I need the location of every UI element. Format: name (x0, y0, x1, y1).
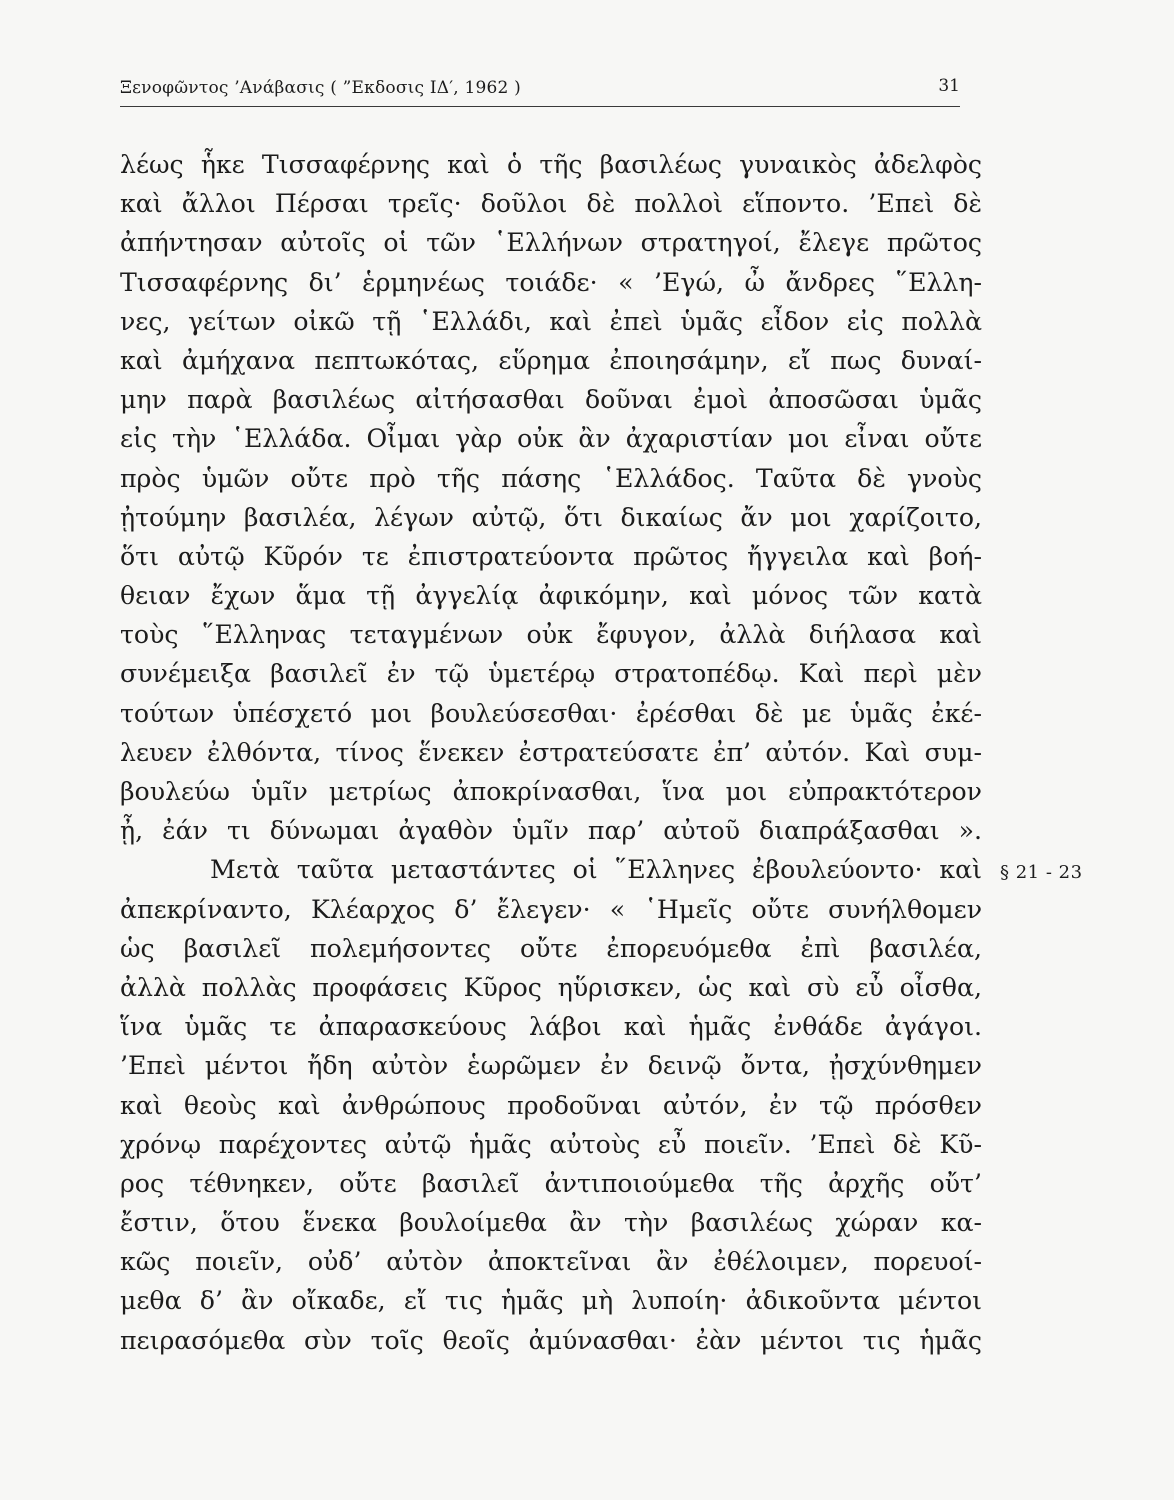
text-line: ᾐτούμην βασιλέα, λέγων αὐτῷ, ὅτι δικαίως ἄν μοι χαρίζοιτο, (120, 502, 982, 532)
text-line: τούτων ὑπέσχετό μοι βουλεύσεσθαι· ἐρέσθαι δὲ με ὑμᾶς ἐκέ- (120, 698, 982, 728)
text-line: ἀπήντησαν αὐτοῖς οἱ τῶν ῾Ελλήνων στρατηγοί, ἔλεγε πρῶτος (120, 228, 982, 258)
text-line: συνέμειξα βασιλεῖ ἐν τῷ ὑμετέρῳ στρατοπέδῳ. Καὶ περὶ μὲν (120, 659, 982, 689)
text-line: καὶ θεοὺς καὶ ἀνθρώπους προδοῦναι αὐτόν, ἐν τῷ πρόσθεν (120, 1090, 982, 1120)
text-line: καὶ ἄλλοι Πέρσαι τρεῖς· δοῦλοι δὲ πολλοὶ εἵποντο. ’Επεὶ δὲ (120, 189, 982, 219)
text-line: ὡς βασιλεῖ πολεμήσοντες οὔτε ἐπορευόμεθα ἐπὶ βασιλέα, (120, 933, 982, 963)
text-line: ὅτι αὐτῷ Κῦρόν τε ἐπιστρατεύοντα πρῶτος ἤγγειλα καὶ βοή- (120, 541, 982, 571)
text-line: ἵνα ὑμᾶς τε ἀπαρασκεύους λάβοι καὶ ἡμᾶς ἐνθάδε ἀγάγοι. (120, 1012, 982, 1042)
margin-section-reference: § 21 - 23 (1000, 862, 1083, 883)
text-line: νες, γείτων οἰκῶ τῇ ῾Ελλάδι, καὶ ἐπεὶ ὑμᾶς εἶδον εἰς πολλὰ (120, 306, 982, 336)
text-line: μεθα δ’ ἂν οἴκαδε, εἴ τις ἡμᾶς μὴ λυποίη· ἀδικοῦντα μέντοι (120, 1286, 982, 1316)
text-line: λευεν ἐλθόντα, τίνος ἕνεκεν ἐστρατεύσατε ἐπ’ αὐτόν. Καὶ συμ- (120, 737, 982, 767)
text-line: ἀλλὰ πολλὰς προφάσεις Κῦρος ηὕρισκεν, ὡς καὶ σὺ εὖ οἶσθα, (120, 972, 982, 1002)
text-line: θειαν ἔχων ἅμα τῇ ἀγγελίᾳ ἀφικόμην, καὶ μόνος τῶν κατὰ (120, 581, 982, 611)
text-line: ’Επεὶ μέντοι ἤδη αὐτὸν ἑωρῶμεν ἐν δεινῷ ὄντα, ᾐσχύνθημεν (120, 1051, 982, 1081)
header-title: Ξενοφῶντος ’Ανάβασις ( ”Εκδοσις ΙΔ′, 1962 ) (120, 78, 521, 98)
text-line: τοὺς ῞Ελληνας τεταγμένων οὐκ ἔφυγον, ἀλλὰ διήλασα καὶ (120, 620, 982, 650)
text-line: ρος τέθνηκεν, οὔτε βασιλεῖ ἀντιποιούμεθα τῆς ἀρχῆς οὔτ’ (120, 1168, 982, 1198)
text-line: βουλεύω ὑμῖν μετρίως ἀποκρίνασθαι, ἵνα μοι εὐπρακτότερον (120, 777, 982, 806)
text-line: κῶς ποιεῖν, οὐδ’ αὐτὸν ἀποκτεῖναι ἂν ἐθέλοιμεν, πορευοί- (120, 1247, 982, 1277)
running-header (120, 76, 960, 107)
text-line: μην παρὰ βασιλέως αἰτήσασθαι δοῦναι ἐμοὶ ἀποσῶσαι ὑμᾶς (120, 385, 982, 415)
text-line: ἀπεκρίναντο, Κλέαρχος δ’ ἔλεγεν· « ῾Ημεῖς οὔτε συνήλθομεν (120, 894, 982, 924)
text-line: ἔστιν, ὅτου ἕνεκα βουλοίμεθα ἂν τὴν βασιλέως χώραν κα- (120, 1208, 982, 1238)
body-text (120, 145, 982, 1360)
text-line: χρόνῳ παρέχοντες αὐτῷ ἡμᾶς αὐτοὺς εὖ ποιεῖν. ’Επεὶ δὲ Κῦ- (120, 1129, 982, 1159)
text-line: καὶ ἀμήχανα πεπτωκότας, εὕρημα ἐποιησάμην, εἴ πως δυναί- (120, 345, 982, 375)
text-line: πειρασόμεθα σὺν τοῖς θεοῖς ἀμύνασθαι· ἐὰν μέντοι τις ἡμᾶς (120, 1325, 982, 1355)
text-line: ᾖ, ἐάν τι δύνωμαι ἀγαθὸν ὑμῖν παρ’ αὐτοῦ διαπράξασθαι ». (120, 816, 982, 846)
text-line: εἰς τὴν ῾Ελλάδα. Οἶμαι γὰρ οὐκ ἂν ἀχαριστίαν μοι εἶναι οὔτε (120, 424, 982, 454)
text-line: πρὸς ὑμῶν οὔτε πρὸ τῆς πάσης ῾Ελλάδος. Ταῦτα δὲ γνοὺς (120, 463, 982, 493)
page-number: 31 (938, 76, 960, 96)
text-line: Τισσαφέρνης δι’ ἑρμηνέως τοιάδε· « ’Εγώ, ὦ ἄνδρες ῞Ελλη- (120, 267, 982, 297)
paragraph-start-line: Μετὰ ταῦτα μεταστάντες οἱ ῞Ελληνες ἐβουλεύοντο· καὶ (210, 855, 982, 885)
text-line: λέως ἧκε Τισσαφέρνης καὶ ὁ τῆς βασιλέως γυναικὸς ἀδελφὸς (120, 150, 982, 179)
